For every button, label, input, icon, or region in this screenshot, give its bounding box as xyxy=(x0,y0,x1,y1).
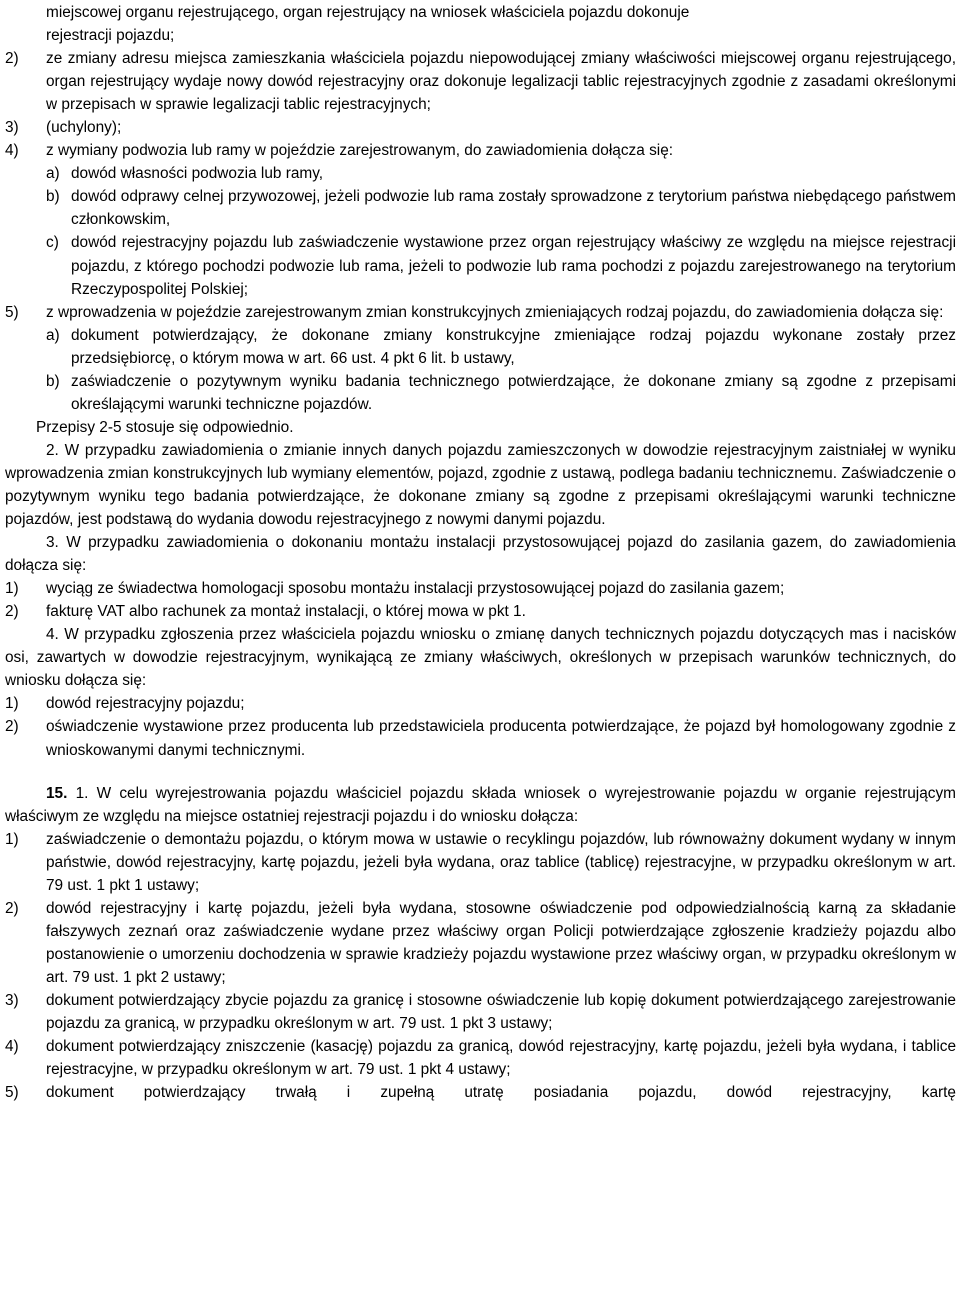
paragraph-2: 2. W przypadku zawiadomienia o zmianie innych danych pojazdu zamieszczonych w dowodzie rejestracyjnym zaistniałej w wyniku wprowadzenia zmian konstrukcyjnych lub wymiany elementów, pojazd, zgodnie z ustawą, podlega badaniu technicznemu. Zaświadczenie o pozytywnym wyniku tego badania potwierdzające, że dokonane zmiany są zgodne z przepisami określającymi warunki techniczne pojazdów, jest podstawą do wydania dowodu rejestracyjnego z nowymi danymi pojazdu. xyxy=(5,441,956,529)
paragraph-3: 3. W przypadku zawiadomienia o dokonaniu montażu instalacji przystosowującej pojazd do zasilania gazem, do zawiadomienia dołącza się: xyxy=(5,534,956,575)
list-item-3 xyxy=(5,116,956,139)
sub-item-4c xyxy=(5,231,956,300)
section-number: 15. xyxy=(46,784,68,802)
list-number: 2) xyxy=(5,50,19,68)
list-item-p3-2 xyxy=(5,600,956,623)
sub-item-5a xyxy=(5,324,956,370)
sub-text: dowód odprawy celnej przywozowej, jeżeli podwozie lub rama zostały sprowadzone z terytorium państwa niebędącego państwem członkowskim, xyxy=(71,188,956,229)
list-text: dokument potwierdzający zbycie pojazdu za granicę i stosowne oświadczenie lub kopię dokument potwierdzającego zarejestrowanie pojazdu za granicą, w przypadku określonym w art. 79 ust. 1 pkt 3 ustawy; xyxy=(46,991,956,1033)
list-number: 1) xyxy=(5,580,19,598)
list-text: fakturę VAT albo rachunek za montaż instalacji, o której mowa w pkt 1. xyxy=(46,603,526,621)
list-number: 4) xyxy=(5,1038,19,1056)
list-text: zaświadczenie o demontażu pojazdu, o którym mowa w ustawie o recyklingu pojazdów, lub równoważny dokument wydany w innym państwie, dowód rejestracyjny, kartę pojazdu, jeżeli była wydana, oraz tablice (tablicę) rejestracyjne, w przypadku określonym w art. 79 ust. 1 pkt 1 ustawy; xyxy=(46,830,956,894)
list-text: wyciąg ze świadectwa homologacji sposobu montażu instalacji przystosowującej pojazd do zasilania gazem; xyxy=(46,580,785,598)
section-15-text: 1. W celu wyrejestrowania pojazdu właściciel pojazdu składa wniosek o wyrejestrowanie pojazdu w organie rejestrującym właściwym ze względu na miejsce ostatniej rejestracji pojazdu i do wniosku dołącza: xyxy=(5,784,956,825)
list-item-p4-2 xyxy=(5,715,956,761)
sub-text: dowód własności podwozia lub ramy, xyxy=(71,165,324,183)
list-number: 2) xyxy=(5,718,19,736)
list-number: 5) xyxy=(5,1084,19,1102)
continuation-line-2: rejestracji pojazdu; xyxy=(46,27,175,45)
list-text: dowód rejestracyjny pojazdu; xyxy=(46,695,245,713)
list-item-s15-1 xyxy=(5,828,956,897)
list-item-4 xyxy=(5,139,956,162)
sub-text: dowód rejestracyjny pojazdu lub zaświadczenie wystawione przez organ rejestrujący właściwy ze względu na miejsce rejestracji pojazdu, z którego pochodzi podwozie lub rama, jeżeli to podwozie lub rama pochodzi z pojazdu zarejestrowanego na terytorium Rzeczypospolitej Polskiej; xyxy=(71,234,956,298)
sub-text: zaświadczenie o pozytywnym wyniku badania technicznego potwierdzające, że dokonane zmiany są zgodne z przepisami określającymi warunki techniczne pojazdów. xyxy=(71,372,956,413)
list-number: 1) xyxy=(5,695,19,713)
sub-letter: b) xyxy=(46,188,60,206)
list-number: 1) xyxy=(5,830,19,848)
section-15-intro xyxy=(5,782,956,828)
list-text: dokument potwierdzający trwałą i zupełną utratę posiadania pojazdu, dowód rejestracyjny, kartę xyxy=(46,1084,956,1102)
list-number: 5) xyxy=(5,303,19,321)
list-number: 3) xyxy=(5,991,19,1009)
list-text: oświadczenie wystawione przez producenta lub przedstawiciela producenta potwierdzające, że pojazd był homologowany zgodnie z wnioskowanymi danymi technicznymi. xyxy=(46,718,956,759)
list-item-5 xyxy=(5,301,956,324)
list-item-s15-2 xyxy=(5,897,956,989)
list-text: ze zmiany adresu miejsca zamieszkania właściciela pojazdu niepowodującej zmiany właściwości miejscowej organu rejestrującego, organ rejestrujący wydaje nowy dowód rejestracyjny oraz dokonuje legalizacji tablic rejestracyjnych zgodnie z zasadami określonymi w przepisach w sprawie legalizacji tablic rejestracyjnych; xyxy=(46,50,956,114)
list-text: (uchylony); xyxy=(46,119,122,137)
list-number: 2) xyxy=(5,899,19,917)
sub-letter: c) xyxy=(46,234,59,252)
paragraph-4: 4. W przypadku zgłoszenia przez właściciela pojazdu wniosku o zmianę danych technicznych pojazdu dotyczących mas i nacisków osi, zawartych w dowodzie rejestracyjnym, wynikającą ze zmiany właściwych, określonych w przepisach warunków technicznych, do wniosku dołącza się: xyxy=(5,626,956,690)
sub-letter: a) xyxy=(46,326,60,344)
list-number: 4) xyxy=(5,142,19,160)
list-item-s15-4 xyxy=(5,1035,956,1081)
sub-letter: a) xyxy=(46,165,60,183)
sub-text: dokument potwierdzający, że dokonane zmiany konstrukcyjne zmieniające rodzaj pojazdu wykonane zostały przez przedsiębiorcę, o którym mowa w art. 66 ust. 4 pkt 6 lit. b ustawy, xyxy=(71,326,956,367)
list-text: z wymiany podwozia lub ramy w pojeździe zarejestrowanym, do zawiadomienia dołącza się: xyxy=(46,142,674,160)
list-item-p4-1 xyxy=(5,692,956,715)
list-text: dowód rejestracyjny i kartę pojazdu, jeżeli była wydana, stosowne oświadczenie pod odpowiedzialnością karną za składanie fałszywych zeznań oraz zaświadczenie wydane przez właściwy organ Policji potwierdzające zgłoszenie kradzieży pojazdu albo postanowienie o umorzeniu dochodzenia w sprawie kradzieży pojazdu wystawione przez właściwy organ, w przypadku określonym w art. 79 ust. 1 pkt 2 ustawy; xyxy=(46,899,956,986)
sub-item-4b xyxy=(5,185,956,231)
list-text: z wprowadzenia w pojeździe zarejestrowanym zmian konstrukcyjnych zmieniających rodzaj pojazdu, do zawiadomienia dołącza się: xyxy=(46,303,944,321)
list-number: 2) xyxy=(5,603,19,621)
sub-item-4a xyxy=(5,162,956,185)
sub-letter: b) xyxy=(46,372,60,390)
list-item-p3-1 xyxy=(5,577,956,600)
continuation-line-1: miejscowej organu rejestrującego, organ rejestrujący na wniosek właściciela pojazdu dokonuje xyxy=(46,4,690,21)
sub-item-5b xyxy=(5,370,956,416)
przepisy-note: Przepisy 2-5 stosuje się odpowiednio. xyxy=(36,418,294,436)
list-number: 3) xyxy=(5,119,19,137)
list-text: dokument potwierdzający zniszczenie (kasację) pojazdu za granicą, dowód rejestracyjny, kartę pojazdu, jeżeli była wydana, i tablice rejestracyjne, w przypadku określonym w art. 79 ust. 1 pkt 4 ustawy; xyxy=(46,1038,956,1079)
list-item-s15-5 xyxy=(5,1081,956,1104)
list-item-s15-3 xyxy=(5,989,956,1035)
list-item-2 xyxy=(5,47,956,116)
